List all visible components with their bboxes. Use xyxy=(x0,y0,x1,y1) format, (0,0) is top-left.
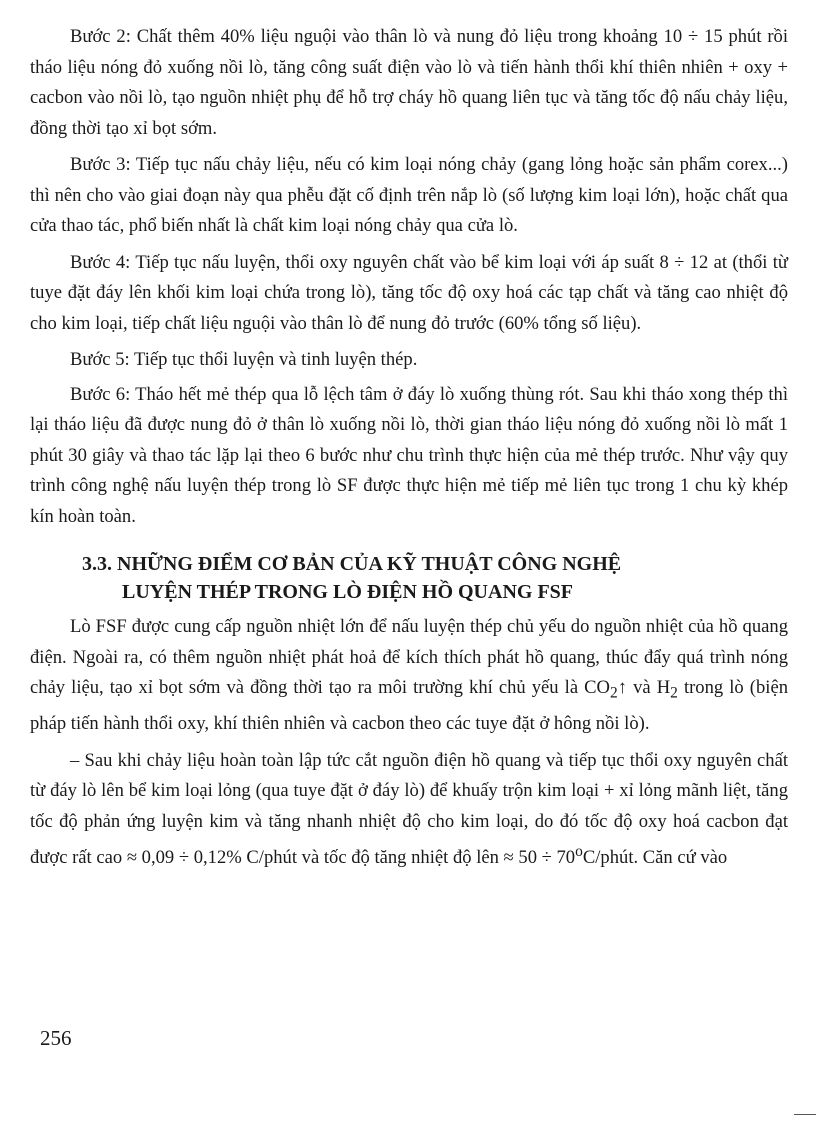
up-arrow-icon: ↑ xyxy=(617,677,628,698)
section-heading-line-2: LUYỆN THÉP TRONG LÒ ĐIỆN HỒ QUANG FSF xyxy=(122,581,573,603)
section-heading xyxy=(30,550,788,606)
page-number: 256 xyxy=(40,1026,72,1050)
intro-subscript-1: 2 xyxy=(609,684,618,702)
page-content xyxy=(30,22,788,880)
intro-text-a: Lò FSF được cung cấp nguồn nhiệt lớn để nấu luyện thép chủ yếu do nguồn nhiệt của hồ quang điện. Ngoài ra, có thêm nguồn nhiệt phát hoả để kích thích phát hồ quang, thúc đẩy quá trình nóng chảy liệu, tạo xỉ bọt sớm và đồng thời tạo ra môi trường khí chủ yếu là CO xyxy=(30,616,788,698)
bullet-text-b: C/phút. Căn cứ vào xyxy=(582,847,728,869)
intro-subscript-2: 2 xyxy=(670,684,678,702)
degree-superscript: o xyxy=(575,843,583,861)
paragraph-bullet xyxy=(30,746,788,874)
paragraph-step-5: Bước 5: Tiếp tục thổi luyện và tinh luyện thép. xyxy=(70,349,418,370)
paragraph-step-4: Bước 4: Tiếp tục nấu luyện, thổi oxy nguyên chất vào bể kim loại với áp suất 8 ÷ 12 at (thổi từ tuye đặt đáy lên khối kim loại chứa trong lò), tăng tốc độ oxy hoá các tạp chất và tăng cao nhiệt độ cho kim loại, tiếp chất liệu nguội vào thân lò để nung đỏ trước (60% tổng số liệu). xyxy=(30,251,788,334)
paragraph-step-6: Bước 6: Tháo hết mẻ thép qua lỗ lệch tâm ở đáy lò xuống thùng rót. Sau khi tháo xong thép thì lại tháo liệu đã được nung đỏ ở thân lò xuống nồi lò, thời gian tháo liệu nóng đỏ xuống nồi lò mất 1 phút 30 giây và thao tác lặp lại theo 6 bước như chu trình thực hiện của mẻ thép trước. Như vậy quy trình công nghệ nấu luyện thép trong lò SF được thực hiện mẻ tiếp mẻ liên tục trong 1 chu kỳ khép kín hoàn toàn. xyxy=(30,383,788,527)
intro-text-b: và H xyxy=(627,677,671,698)
paragraph-step-3: Bước 3: Tiếp tục nấu chảy liệu, nếu có kim loại nóng chảy (gang lỏng hoặc sản phẩm corex...) thì nên cho vào giai đoạn này qua phễu đặt cố định trên nắp lò (số lượng kim loại lớn), hoặc chất qua cửa thao tác, phổ biến nhất là chất kim loại nóng chảy qua cửa lò. xyxy=(30,154,788,236)
intro-text-c: trong lò (biện pháp tiến hành thổi oxy, khí thiên nhiên và cacbon theo các tuye đặt ở hông nồi lò). xyxy=(30,677,788,735)
bullet-text-a: – Sau khi chảy liệu hoàn toàn lập tức cắt nguồn điện hồ quang và tiếp tục thổi oxy nguyên chất từ đáy lò lên bể kim loại lỏng (qua tuye đặt ở đáy lò) để khuấy trộn kim loại + xỉ lỏng mãnh liệt, tăng tốc độ phản ứng luyện kim và tăng nhanh nhiệt độ cho kim loại, do đó tốc độ oxy hoá cacbon đạt được rất cao ≈ 0,09 ÷ 0,12% C/phút và tốc độ tăng nhiệt độ lên ≈ 50 ÷ 70 xyxy=(30,749,788,869)
paragraph-intro xyxy=(30,612,788,740)
footer-rule xyxy=(794,1114,816,1115)
section-heading-line-1: 3.3. NHỮNG ĐIỂM CƠ BẢN CỦA KỸ THUẬT CÔNG NGHỆ xyxy=(82,553,622,575)
paragraph-step-2: Bước 2: Chất thêm 40% liệu nguội vào thân lò và nung đỏ liệu trong khoảng 10 ÷ 15 phút rồi tháo liệu nóng đỏ xuống nồi lò, tăng công suất điện vào lò và tiến hành thổi khí thiên nhiên + oxy + cacbon vào nồi lò, tạo nguồn nhiệt phụ để hỗ trợ cháy hồ quang liên tục và tăng tốc độ nấu chảy liệu, đồng thời tạo xỉ bọt sớm. xyxy=(30,26,788,139)
